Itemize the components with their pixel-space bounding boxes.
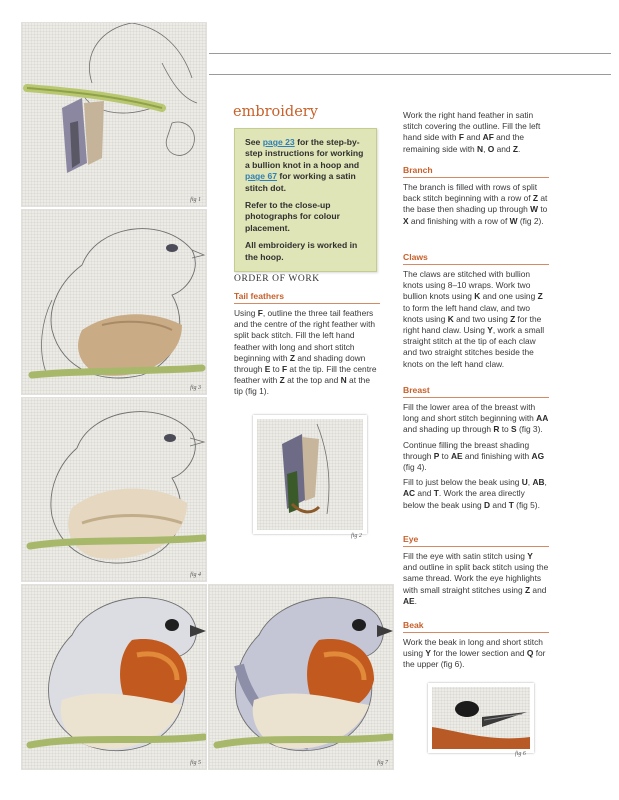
section-breast: [403, 385, 549, 511]
branch-text: The branch is filled with rows of split back stitch beginning with a row of Z at the base then shading up through W to X and finishing with a row of W (fig 2).: [403, 182, 548, 226]
page-67-link[interactable]: page 67: [245, 171, 278, 182]
photo-fig-4: [21, 397, 207, 582]
page-title: embroidery: [233, 104, 318, 120]
top-rule-2: [209, 74, 611, 75]
photo-fig-2: [253, 415, 367, 534]
claws-heading: Claws: [403, 252, 549, 265]
branch-heading: Branch: [403, 165, 549, 178]
photo-fig-5-art: [22, 585, 206, 769]
fig-2-caption: fig 2: [351, 533, 362, 539]
breast-text-3: Fill to just below the beak using U, AB, AC and T. Work the area directly below the beak using D and T (fig 5).: [403, 477, 547, 510]
section-tail-feathers: [234, 291, 380, 398]
fig-5-label: fig 5: [190, 760, 201, 766]
fig-4-label: fig 4: [190, 572, 201, 578]
photo-fig-5: [21, 584, 207, 770]
fig-1-label: fig 1: [190, 197, 201, 203]
page-23-link[interactable]: page 23: [262, 137, 295, 147]
note-see: See: [245, 137, 263, 147]
top-rule: [209, 53, 611, 54]
breast-heading: Breast: [403, 385, 549, 398]
photo-fig-2-art: [257, 419, 363, 530]
note-box: [234, 128, 377, 272]
tail-feathers-text: Using F, outline the three tail feathers and the centre of the right feather with split back stitch. Fill the left hand feather with long and short stitch beginning with Z and shading down through E to F at the tip. Fill the centre feather with Z at the top and N at the tip (fig 1).: [234, 308, 377, 397]
eye-heading: Eye: [403, 534, 549, 547]
note-p3: All embroidery is worked in the hoop.: [245, 240, 358, 262]
photo-fig-1: [21, 22, 207, 207]
photo-fig-6-art: [432, 687, 530, 749]
fig-3-label: fig 3: [190, 385, 201, 391]
beak-text: Work the beak in long and short stitch using Y for the lower section and Q for the upper (fig 6).: [403, 637, 546, 670]
fig-7-label: fig 7: [377, 760, 388, 766]
fig-6-caption: fig 6: [515, 751, 526, 757]
beak-heading: Beak: [403, 620, 549, 633]
section-claws: [403, 252, 549, 370]
right-feather-text: Work the right hand feather in satin stitch covering the outline. Fill the left hand side with F and AF and the remaining side with N, O and Z.: [403, 110, 541, 154]
breast-text-2: Continue filling the breast shading through P to AE and finishing with AG (fig 4).: [403, 439, 545, 473]
tail-feathers-heading: Tail feathers: [234, 291, 380, 304]
photo-fig-1-art: [22, 23, 206, 206]
claws-text: The claws are stitched with bullion knots using 8–10 wraps. Work two bullion knots using K and one using Z to form the left hand claw, and two knots using K and two using Z for the right hand claw. Using Y, work a small straight stitch at the tip of each claw and two straight stitches beside the knots on the left hand claw.: [403, 269, 545, 369]
photo-fig-4-art: [22, 398, 206, 581]
order-of-work-heading: ORDER OF WORK: [234, 274, 320, 284]
photo-fig-7: [208, 584, 394, 770]
section-branch: [403, 165, 549, 227]
breast-text-1: Fill the lower area of the breast with long and short stitch beginning with AA and shading up through R to S (fig 3).: [403, 402, 549, 435]
note-mid: for the step-by-step instructions for working a bullion knot in a hoop and: [245, 137, 364, 170]
eye-text: Fill the eye with satin stitch using Y and outline in split back stitch using the same thread. Work the eye highlights with small straight stitches using Z and AE.: [403, 551, 549, 606]
note-p2: Refer to the close-up photographs for colour placement.: [245, 200, 341, 233]
section-eye: [403, 534, 549, 607]
photo-fig-6: [428, 683, 534, 753]
photo-fig-3-art: [22, 210, 206, 394]
note-p1: [245, 137, 366, 194]
photo-fig-3: [21, 209, 207, 395]
photo-fig-7-art: [209, 585, 393, 769]
note-end: for working a satin stitch dot.: [245, 171, 356, 193]
section-beak: [403, 620, 549, 671]
